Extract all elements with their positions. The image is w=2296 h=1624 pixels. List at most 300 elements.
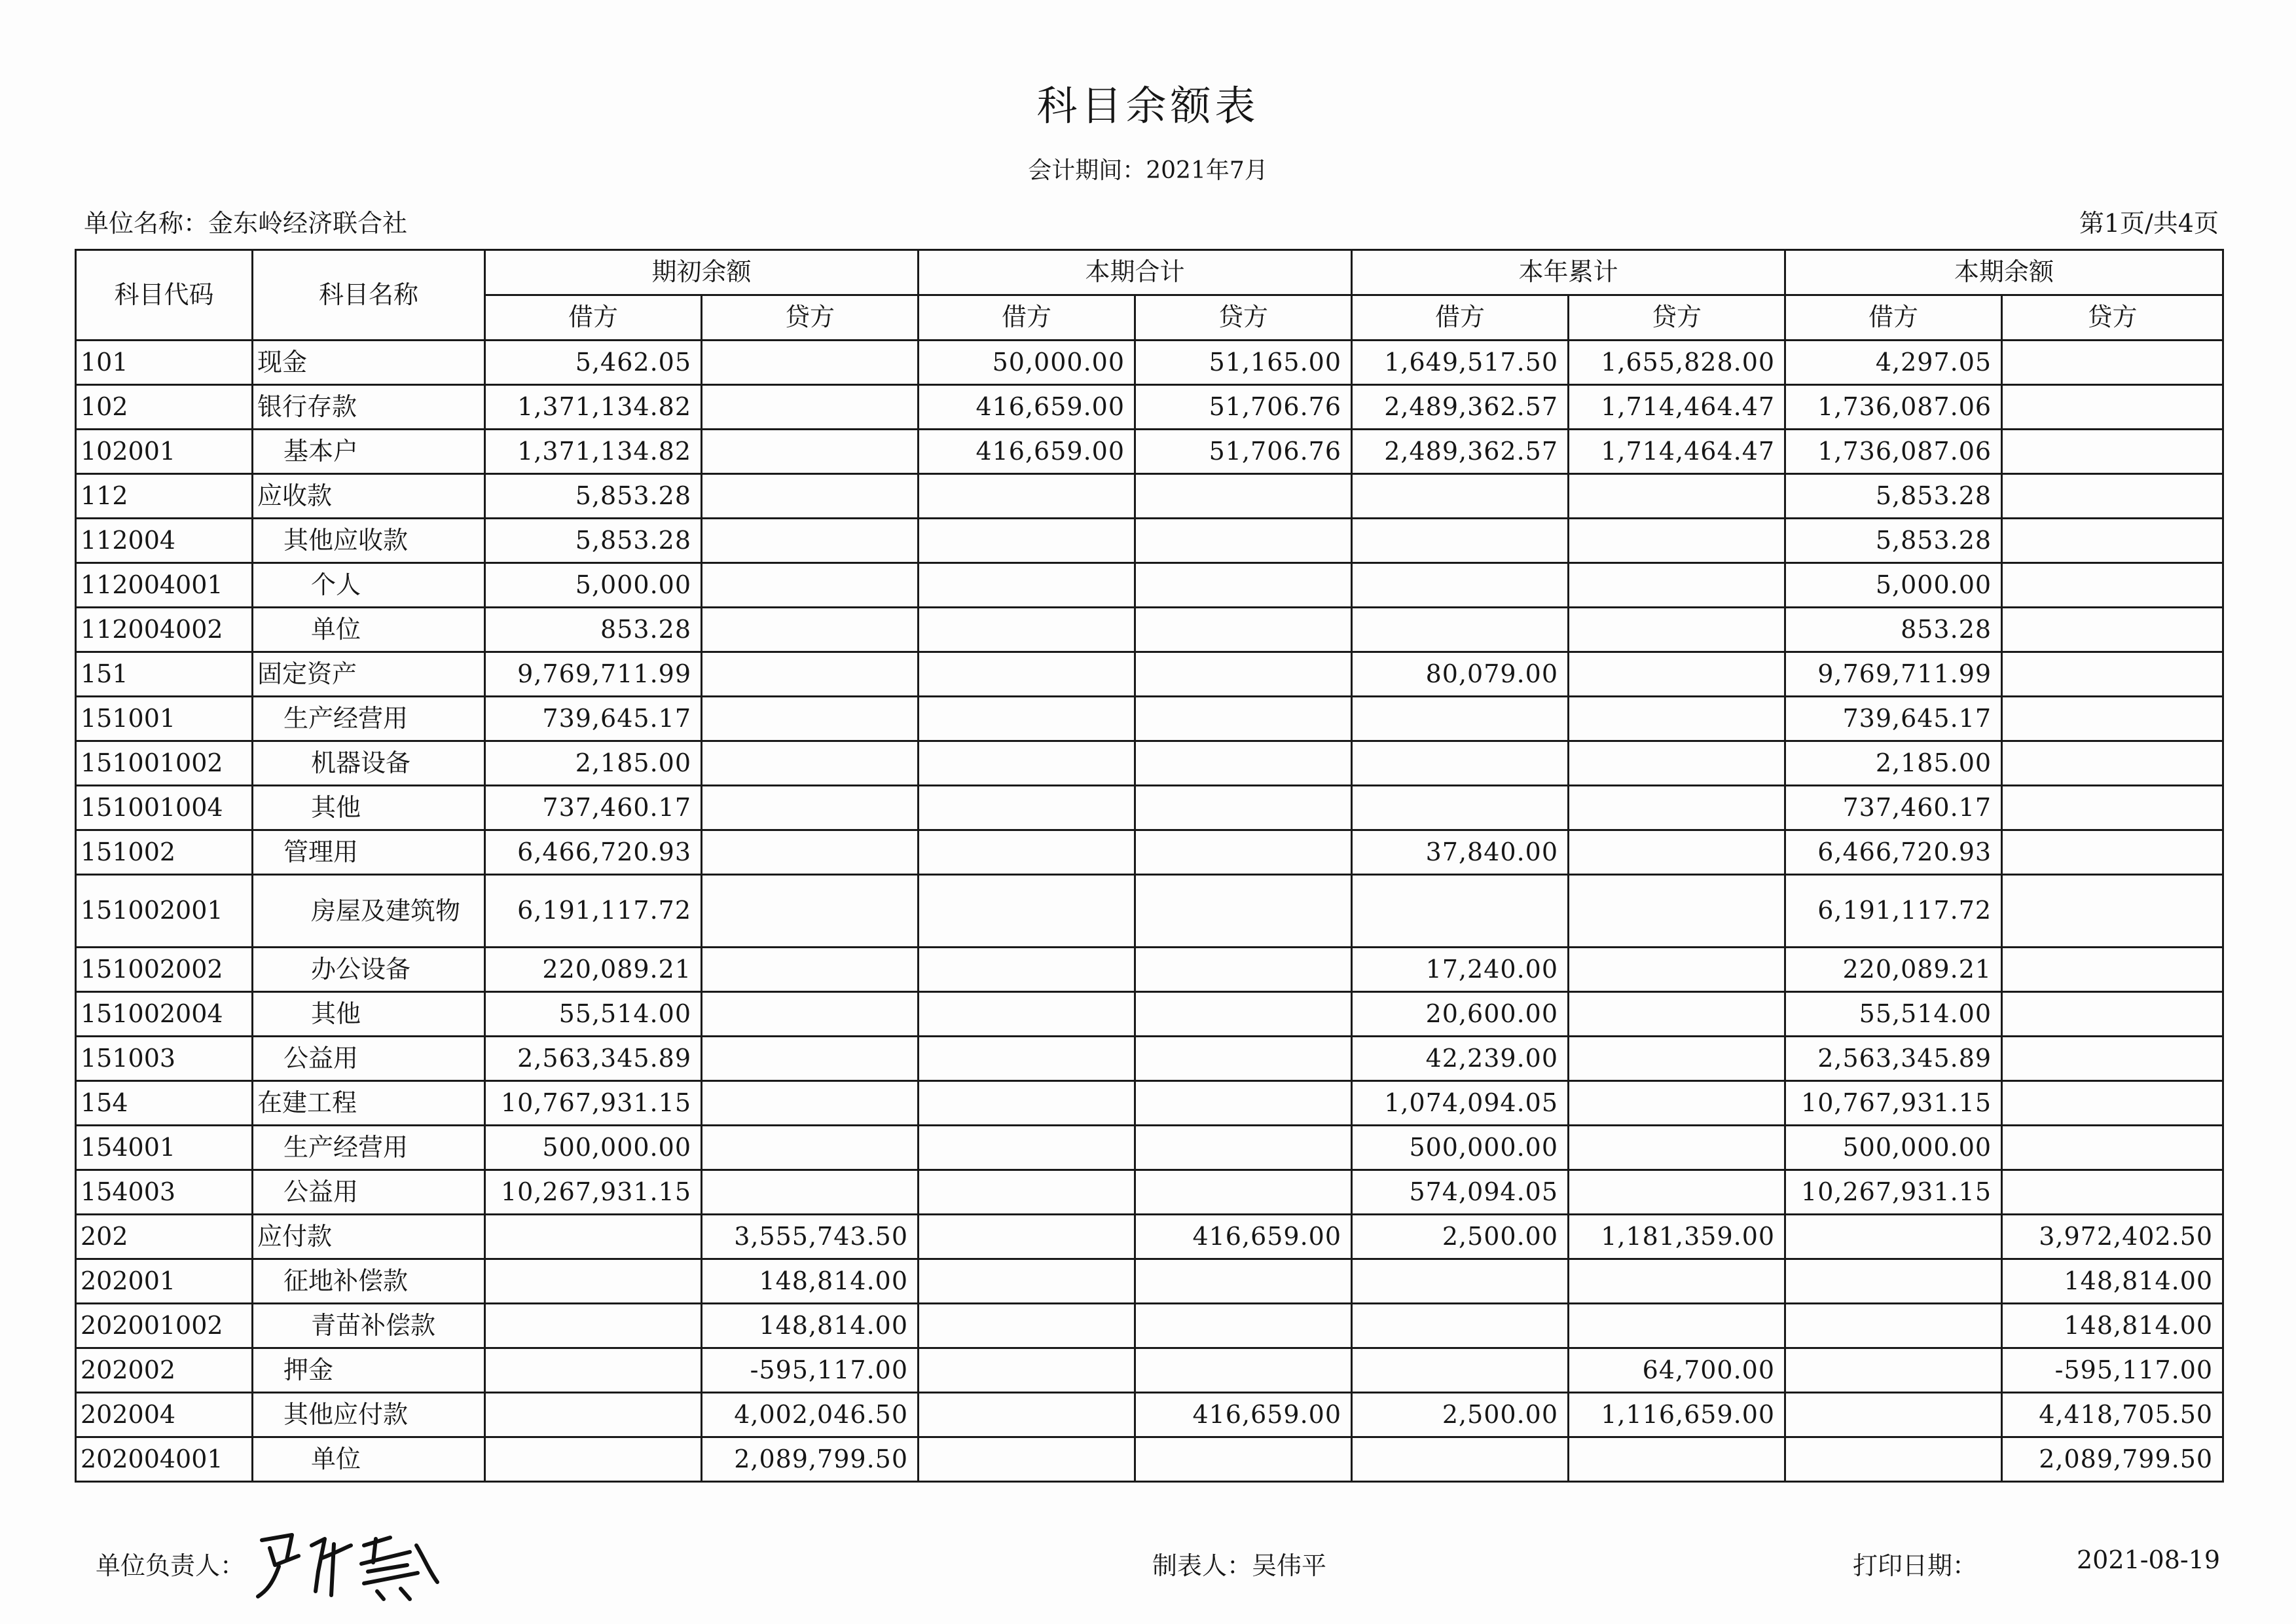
- current-credit-amount: [1135, 652, 1352, 697]
- current-credit-amount: 51,706.76: [1135, 430, 1352, 474]
- ytd-credit-amount: [1569, 608, 1785, 652]
- page-number: 第1页/共4页: [2079, 209, 2219, 238]
- current-credit-amount: 51,706.76: [1135, 385, 1352, 430]
- current-debit-amount: [919, 1037, 1135, 1081]
- current-debit-amount: [919, 1126, 1135, 1170]
- account-code: 202001: [76, 1259, 253, 1304]
- account-name: [253, 341, 485, 385]
- account-name: [253, 1126, 485, 1170]
- closing-debit-amount: 1,736,087.06: [1785, 430, 2002, 474]
- account-code: 151003: [76, 1037, 253, 1081]
- opening-debit-amount: 2,185.00: [485, 741, 702, 786]
- account-code: 151002001: [76, 875, 253, 948]
- account-code: 102: [76, 385, 253, 430]
- opening-credit-amount: [702, 430, 919, 474]
- header-ytd-credit: 贷方: [1569, 295, 1785, 341]
- closing-credit-amount: [2002, 519, 2223, 563]
- closing-credit-amount: 148,814.00: [2002, 1304, 2223, 1348]
- account-name-text: 个人: [311, 570, 361, 599]
- closing-debit-amount: 1,736,087.06: [1785, 385, 2002, 430]
- opening-debit-amount: 220,089.21: [485, 948, 702, 992]
- opening-credit-amount: [702, 1081, 919, 1126]
- header-closing-credit: 贷方: [2002, 295, 2223, 341]
- ytd-credit-amount: [1569, 786, 1785, 830]
- opening-credit-amount: 4,002,046.50: [702, 1393, 919, 1437]
- current-credit-amount: [1135, 992, 1352, 1037]
- current-debit-amount: [919, 875, 1135, 948]
- closing-debit-amount: 6,191,117.72: [1785, 875, 2002, 948]
- closing-credit-amount: 2,089,799.50: [2002, 1437, 2223, 1482]
- closing-credit-amount: [2002, 697, 2223, 741]
- table-body: [76, 341, 2223, 1482]
- ytd-credit-amount: [1569, 1037, 1785, 1081]
- closing-debit-amount: 5,000.00: [1785, 563, 2002, 608]
- account-name-text: 其他应付款: [283, 1399, 409, 1429]
- opening-debit-amount: 6,466,720.93: [485, 830, 702, 875]
- account-code: 154003: [76, 1170, 253, 1215]
- closing-credit-amount: [2002, 1126, 2223, 1170]
- table-row: [76, 1437, 2223, 1482]
- table-row: [76, 830, 2223, 875]
- handwritten-signature: [253, 1526, 443, 1604]
- current-credit-amount: [1135, 1259, 1352, 1304]
- opening-credit-amount: [702, 992, 919, 1037]
- account-name: [253, 1393, 485, 1437]
- account-name: [253, 697, 485, 741]
- account-name-text: 其他应收款: [283, 525, 409, 555]
- ytd-debit-amount: [1352, 1348, 1569, 1393]
- account-name-text: 固定资产: [257, 659, 357, 688]
- opening-debit-amount: 10,267,931.15: [485, 1170, 702, 1215]
- account-code: 151001: [76, 697, 253, 741]
- table-row: [76, 1215, 2223, 1259]
- closing-credit-amount: 3,972,402.50: [2002, 1215, 2223, 1259]
- header-opening-debit: 借方: [485, 295, 702, 341]
- opening-debit-amount: 55,514.00: [485, 992, 702, 1037]
- account-name: [253, 948, 485, 992]
- closing-debit-amount: 4,297.05: [1785, 341, 2002, 385]
- table-row: [76, 474, 2223, 519]
- closing-debit-amount: 739,645.17: [1785, 697, 2002, 741]
- balance-table: [75, 249, 2224, 1483]
- table-row: [76, 1304, 2223, 1348]
- account-name: [253, 563, 485, 608]
- ytd-credit-amount: 64,700.00: [1569, 1348, 1785, 1393]
- opening-debit-amount: 5,853.28: [485, 474, 702, 519]
- ytd-debit-amount: 500,000.00: [1352, 1126, 1569, 1170]
- account-name: [253, 1081, 485, 1126]
- current-credit-amount: [1135, 830, 1352, 875]
- closing-credit-amount: 148,814.00: [2002, 1259, 2223, 1304]
- ytd-debit-amount: 17,240.00: [1352, 948, 1569, 992]
- account-name-text: 单位: [311, 1444, 361, 1473]
- ytd-debit-amount: [1352, 474, 1569, 519]
- account-name: [253, 1215, 485, 1259]
- account-name: [253, 786, 485, 830]
- opening-credit-amount: [702, 741, 919, 786]
- opening-debit-amount: [485, 1393, 702, 1437]
- table-row: [76, 992, 2223, 1037]
- table-row: [76, 385, 2223, 430]
- closing-debit-amount: 9,769,711.99: [1785, 652, 2002, 697]
- account-name: [253, 830, 485, 875]
- opening-credit-amount: 148,814.00: [702, 1304, 919, 1348]
- current-credit-amount: [1135, 519, 1352, 563]
- account-name: [253, 430, 485, 474]
- opening-credit-amount: [702, 875, 919, 948]
- ytd-credit-amount: [1569, 1170, 1785, 1215]
- account-code: 101: [76, 341, 253, 385]
- ytd-debit-amount: 80,079.00: [1352, 652, 1569, 697]
- opening-debit-amount: 1,371,134.82: [485, 385, 702, 430]
- closing-debit-amount: [1785, 1437, 2002, 1482]
- account-name: [253, 652, 485, 697]
- account-name-text: 应付款: [257, 1221, 333, 1251]
- opening-credit-amount: 148,814.00: [702, 1259, 919, 1304]
- current-debit-amount: [919, 992, 1135, 1037]
- account-name-text: 征地补偿款: [283, 1266, 409, 1295]
- ytd-debit-amount: 2,489,362.57: [1352, 430, 1569, 474]
- header-current: 本期合计: [919, 250, 1352, 295]
- opening-credit-amount: [702, 1126, 919, 1170]
- account-name-text: 房屋及建筑物: [311, 896, 461, 925]
- opening-debit-amount: [485, 1304, 702, 1348]
- closing-credit-amount: [2002, 948, 2223, 992]
- current-credit-amount: [1135, 875, 1352, 948]
- current-debit-amount: [919, 1304, 1135, 1348]
- print-date-label: 打印日期：: [1853, 1551, 1978, 1580]
- account-code: 154001: [76, 1126, 253, 1170]
- header-current-credit: 贷方: [1135, 295, 1352, 341]
- current-debit-amount: [919, 830, 1135, 875]
- ytd-credit-amount: [1569, 1304, 1785, 1348]
- header-name: 科目名称: [253, 250, 485, 341]
- closing-credit-amount: [2002, 786, 2223, 830]
- closing-debit-amount: 6,466,720.93: [1785, 830, 2002, 875]
- opening-debit-amount: [485, 1259, 702, 1304]
- table-row: [76, 697, 2223, 741]
- account-code: 202: [76, 1215, 253, 1259]
- current-credit-amount: [1135, 1348, 1352, 1393]
- current-debit-amount: [919, 474, 1135, 519]
- table-row: [76, 1081, 2223, 1126]
- account-code: 112004: [76, 519, 253, 563]
- opening-credit-amount: [702, 474, 919, 519]
- account-code: 202004001: [76, 1437, 253, 1482]
- current-debit-amount: [919, 652, 1135, 697]
- unit-name: 单位名称：金东岭经济联合社: [84, 209, 408, 238]
- closing-credit-amount: [2002, 430, 2223, 474]
- table-row: [76, 563, 2223, 608]
- ytd-credit-amount: [1569, 1259, 1785, 1304]
- account-name-text: 银行存款: [257, 392, 357, 421]
- current-debit-amount: [919, 1081, 1135, 1126]
- opening-credit-amount: [702, 948, 919, 992]
- current-debit-amount: 50,000.00: [919, 341, 1135, 385]
- account-name-text: 生产经营用: [283, 1132, 409, 1162]
- current-credit-amount: [1135, 1304, 1352, 1348]
- opening-debit-amount: 9,769,711.99: [485, 652, 702, 697]
- account-code: 154: [76, 1081, 253, 1126]
- ytd-credit-amount: [1569, 1437, 1785, 1482]
- table-row: [76, 1170, 2223, 1215]
- account-name-text: 办公设备: [311, 954, 411, 984]
- ytd-debit-amount: 2,500.00: [1352, 1215, 1569, 1259]
- closing-debit-amount: 55,514.00: [1785, 992, 2002, 1037]
- ytd-debit-amount: 37,840.00: [1352, 830, 1569, 875]
- ytd-credit-amount: [1569, 1126, 1785, 1170]
- account-name-text: 生产经营用: [283, 703, 409, 733]
- current-debit-amount: [919, 519, 1135, 563]
- current-debit-amount: [919, 741, 1135, 786]
- account-name-text: 现金: [257, 347, 308, 377]
- account-name: [253, 992, 485, 1037]
- ytd-debit-amount: [1352, 563, 1569, 608]
- account-name-text: 青苗补偿款: [311, 1310, 436, 1340]
- account-code: 112004002: [76, 608, 253, 652]
- ytd-credit-amount: [1569, 519, 1785, 563]
- opening-credit-amount: -595,117.00: [702, 1348, 919, 1393]
- current-credit-amount: [1135, 1126, 1352, 1170]
- closing-credit-amount: [2002, 474, 2223, 519]
- current-debit-amount: [919, 563, 1135, 608]
- ytd-credit-amount: 1,116,659.00: [1569, 1393, 1785, 1437]
- current-credit-amount: 416,659.00: [1135, 1393, 1352, 1437]
- account-code: 151002: [76, 830, 253, 875]
- account-name: [253, 385, 485, 430]
- closing-credit-amount: -595,117.00: [2002, 1348, 2223, 1393]
- account-name: [253, 1437, 485, 1482]
- ytd-debit-amount: [1352, 1437, 1569, 1482]
- table-row: [76, 948, 2223, 992]
- closing-debit-amount: 10,267,931.15: [1785, 1170, 2002, 1215]
- current-debit-amount: [919, 1259, 1135, 1304]
- header-ytd: 本年累计: [1352, 250, 1785, 295]
- ytd-debit-amount: [1352, 786, 1569, 830]
- current-debit-amount: [919, 786, 1135, 830]
- table-row: [76, 741, 2223, 786]
- table-row: [76, 430, 2223, 474]
- current-credit-amount: [1135, 697, 1352, 741]
- current-credit-amount: 416,659.00: [1135, 1215, 1352, 1259]
- header-code: 科目代码: [76, 250, 253, 341]
- opening-credit-amount: [702, 608, 919, 652]
- table-row: [76, 652, 2223, 697]
- ytd-debit-amount: [1352, 875, 1569, 948]
- current-credit-amount: [1135, 563, 1352, 608]
- ytd-credit-amount: [1569, 830, 1785, 875]
- opening-credit-amount: 3,555,743.50: [702, 1215, 919, 1259]
- closing-credit-amount: [2002, 608, 2223, 652]
- account-code: 202004: [76, 1393, 253, 1437]
- current-credit-amount: [1135, 786, 1352, 830]
- closing-credit-amount: [2002, 1037, 2223, 1081]
- account-code: 102001: [76, 430, 253, 474]
- opening-debit-amount: 853.28: [485, 608, 702, 652]
- opening-credit-amount: [702, 1037, 919, 1081]
- ytd-debit-amount: [1352, 741, 1569, 786]
- closing-debit-amount: [1785, 1304, 2002, 1348]
- opening-credit-amount: [702, 385, 919, 430]
- closing-debit-amount: [1785, 1215, 2002, 1259]
- closing-credit-amount: [2002, 830, 2223, 875]
- opening-debit-amount: 737,460.17: [485, 786, 702, 830]
- closing-debit-amount: 220,089.21: [1785, 948, 2002, 992]
- account-name: [253, 1170, 485, 1215]
- ytd-credit-amount: [1569, 563, 1785, 608]
- account-name-text: 其他: [311, 792, 361, 822]
- opening-debit-amount: [485, 1215, 702, 1259]
- ytd-debit-amount: 20,600.00: [1352, 992, 1569, 1037]
- ytd-credit-amount: [1569, 948, 1785, 992]
- ytd-debit-amount: [1352, 1304, 1569, 1348]
- account-name: [253, 608, 485, 652]
- ytd-credit-amount: [1569, 697, 1785, 741]
- closing-debit-amount: [1785, 1259, 2002, 1304]
- closing-debit-amount: 737,460.17: [1785, 786, 2002, 830]
- ytd-credit-amount: 1,655,828.00: [1569, 341, 1785, 385]
- opening-credit-amount: [702, 697, 919, 741]
- closing-credit-amount: 4,418,705.50: [2002, 1393, 2223, 1437]
- current-credit-amount: [1135, 608, 1352, 652]
- table-row: [76, 341, 2223, 385]
- table-row: [76, 608, 2223, 652]
- table-row: [76, 519, 2223, 563]
- table-row: [76, 1348, 2223, 1393]
- table-row: [76, 1037, 2223, 1081]
- ytd-credit-amount: [1569, 741, 1785, 786]
- current-debit-amount: [919, 1170, 1135, 1215]
- closing-debit-amount: 5,853.28: [1785, 519, 2002, 563]
- ytd-debit-amount: [1352, 1259, 1569, 1304]
- current-debit-amount: [919, 1393, 1135, 1437]
- account-name-text: 单位: [311, 614, 361, 644]
- account-name-text: 机器设备: [311, 748, 411, 777]
- account-code: 151002002: [76, 948, 253, 992]
- account-code: 112: [76, 474, 253, 519]
- account-code: 151001004: [76, 786, 253, 830]
- opening-debit-amount: 1,371,134.82: [485, 430, 702, 474]
- current-credit-amount: [1135, 741, 1352, 786]
- closing-debit-amount: 500,000.00: [1785, 1126, 2002, 1170]
- opening-debit-amount: [485, 1437, 702, 1482]
- header-closing-debit: 借方: [1785, 295, 2002, 341]
- closing-credit-amount: [2002, 1081, 2223, 1126]
- opening-debit-amount: 739,645.17: [485, 697, 702, 741]
- opening-debit-amount: 5,000.00: [485, 563, 702, 608]
- opening-debit-amount: 5,853.28: [485, 519, 702, 563]
- account-name: [253, 519, 485, 563]
- responsible-label: 单位负责人：: [96, 1551, 246, 1580]
- account-name: [253, 1037, 485, 1081]
- account-name: [253, 1304, 485, 1348]
- account-name: [253, 1259, 485, 1304]
- ytd-credit-amount: [1569, 992, 1785, 1037]
- account-name: [253, 474, 485, 519]
- current-credit-amount: [1135, 948, 1352, 992]
- table-row: [76, 1126, 2223, 1170]
- account-name-text: 押金: [283, 1355, 334, 1384]
- ytd-debit-amount: 2,500.00: [1352, 1393, 1569, 1437]
- account-name-text: 公益用: [283, 1177, 359, 1206]
- ytd-credit-amount: [1569, 1081, 1785, 1126]
- closing-credit-amount: [2002, 385, 2223, 430]
- closing-credit-amount: [2002, 652, 2223, 697]
- account-name-text: 在建工程: [257, 1088, 357, 1117]
- current-debit-amount: [919, 697, 1135, 741]
- account-code: 202002: [76, 1348, 253, 1393]
- current-debit-amount: 416,659.00: [919, 385, 1135, 430]
- current-credit-amount: [1135, 1081, 1352, 1126]
- closing-credit-amount: [2002, 875, 2223, 948]
- current-credit-amount: [1135, 1037, 1352, 1081]
- closing-debit-amount: 10,767,931.15: [1785, 1081, 2002, 1126]
- print-date: 2021-08-19: [2077, 1545, 2221, 1574]
- maker-label: 制表人：吴伟平: [1152, 1551, 1327, 1580]
- current-credit-amount: [1135, 474, 1352, 519]
- header-closing: 本期余额: [1785, 250, 2223, 295]
- closing-debit-amount: 5,853.28: [1785, 474, 2002, 519]
- account-name-text: 管理用: [283, 837, 359, 866]
- ytd-credit-amount: 1,181,359.00: [1569, 1215, 1785, 1259]
- account-name: [253, 1348, 485, 1393]
- opening-debit-amount: 500,000.00: [485, 1126, 702, 1170]
- account-code: 151002004: [76, 992, 253, 1037]
- page-title: 科目余额表: [1036, 82, 1260, 130]
- opening-debit-amount: 2,563,345.89: [485, 1037, 702, 1081]
- account-code: 151001002: [76, 741, 253, 786]
- ytd-credit-amount: 1,714,464.47: [1569, 430, 1785, 474]
- current-debit-amount: [919, 948, 1135, 992]
- closing-credit-amount: [2002, 992, 2223, 1037]
- current-debit-amount: 416,659.00: [919, 430, 1135, 474]
- ytd-debit-amount: [1352, 697, 1569, 741]
- closing-debit-amount: 853.28: [1785, 608, 2002, 652]
- header-opening-credit: 贷方: [702, 295, 919, 341]
- opening-credit-amount: [702, 830, 919, 875]
- account-name: [253, 741, 485, 786]
- opening-debit-amount: 10,767,931.15: [485, 1081, 702, 1126]
- current-debit-amount: [919, 1437, 1135, 1482]
- table-row: [76, 786, 2223, 830]
- current-credit-amount: 51,165.00: [1135, 341, 1352, 385]
- opening-credit-amount: [702, 1170, 919, 1215]
- opening-credit-amount: [702, 563, 919, 608]
- opening-credit-amount: [702, 652, 919, 697]
- table-row: [76, 1393, 2223, 1437]
- header-opening: 期初余额: [485, 250, 919, 295]
- account-name: [253, 875, 485, 948]
- opening-credit-amount: 2,089,799.50: [702, 1437, 919, 1482]
- ytd-credit-amount: [1569, 875, 1785, 948]
- account-name-text: 其他: [311, 999, 361, 1028]
- account-code: 112004001: [76, 563, 253, 608]
- ytd-credit-amount: [1569, 474, 1785, 519]
- current-debit-amount: [919, 608, 1135, 652]
- ytd-debit-amount: [1352, 519, 1569, 563]
- account-name-text: 公益用: [283, 1043, 359, 1073]
- ytd-debit-amount: [1352, 608, 1569, 652]
- closing-debit-amount: [1785, 1348, 2002, 1393]
- current-credit-amount: [1135, 1437, 1352, 1482]
- ytd-credit-amount: [1569, 652, 1785, 697]
- ytd-credit-amount: 1,714,464.47: [1569, 385, 1785, 430]
- table-row: [76, 875, 2223, 948]
- account-name-text: 基本户: [283, 436, 359, 466]
- closing-credit-amount: [2002, 341, 2223, 385]
- accounting-period: 会计期间：2021年7月: [1028, 157, 1268, 184]
- opening-credit-amount: [702, 519, 919, 563]
